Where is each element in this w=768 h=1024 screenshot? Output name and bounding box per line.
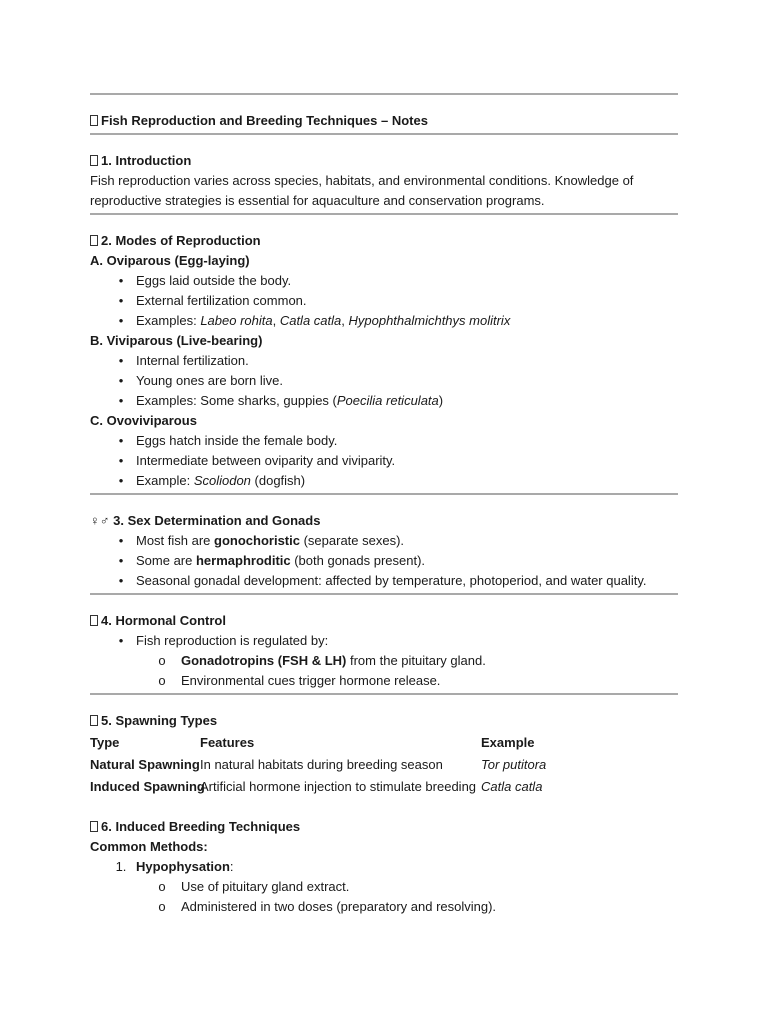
list-item: Eggs hatch inside the female body. [136,433,338,448]
table-header-type: Type [90,735,120,750]
bullet-glyph: • [118,473,124,488]
divider [90,693,678,695]
bold-term: Gonadotropins (FSH & LH) [181,653,347,668]
bullet-glyph: • [118,353,124,368]
table-cell-example: Tor putitora [481,757,547,772]
list-item: Seasonal gonadal development: affected by temperature, photoperiod, and water quality. [136,573,647,588]
species-name: Poecilia reticulata [336,393,439,408]
sub-list-item: Environmental cues trigger hormone release. [181,673,441,688]
bold-term: gonochoristic [214,533,300,548]
bullet-glyph: • [118,393,124,408]
species-name: Catla catla [279,313,342,328]
table-cell-type: Induced Spawning [90,779,205,794]
list-number: 1. [115,859,127,874]
subheading-oviparous: A. Oviparous (Egg-laying) [90,253,250,268]
list-item: Intermediate between oviparity and viviparity. [136,453,396,468]
section-heading-modes: 2. Modes of Reproduction [90,231,261,251]
bullet-glyph: • [118,633,124,648]
bullet-glyph: • [118,553,124,568]
list-item: Examples: Some sharks, guppies (Poecilia reticulata) [136,393,444,408]
subheading-common-methods: Common Methods: [90,839,208,854]
emoji-icon [90,715,98,726]
sub-list-item: Gonadotropins (FSH & LH) from the pituitary gland. [181,653,486,668]
table-cell-example: Catla catla [481,779,543,794]
divider [90,93,678,95]
section-heading-sex-determination: ♀♂ 3. Sex Determination and Gonads [90,513,321,528]
divider [90,493,678,495]
section-heading-spawning-types: 5. Spawning Types [90,711,217,731]
gender-symbols-icon: ♀♂ [90,513,110,528]
list-item: Young ones are born live. [136,373,283,388]
list-item: Most fish are gonochoristic (separate sexes). [136,533,405,548]
subheading-ovoviviparous: C. Ovoviviparous [90,413,197,428]
emoji-icon [90,115,98,126]
bullet-glyph: • [118,573,124,588]
bold-term: Hypophysation [136,859,230,874]
divider [90,133,678,135]
section-heading-induced-breeding: 6. Induced Breeding Techniques [90,817,300,837]
sub-bullet-glyph: o [158,899,166,914]
emoji-icon [90,821,98,832]
table-cell-features: In natural habitats during breeding season [200,757,443,772]
list-item: Hypophysation: [136,859,234,874]
section-heading-introduction: 1. Introduction [90,151,191,171]
bullet-glyph: • [118,373,124,388]
section-heading-hormonal-control: 4. Hormonal Control [90,611,226,631]
list-item: External fertilization common. [136,293,307,308]
list-item: Fish reproduction is regulated by: [136,633,329,648]
emoji-icon [90,615,98,626]
species-name: Scoliodon [193,473,251,488]
sub-bullet-glyph: o [158,879,166,894]
bullet-glyph: • [118,433,124,448]
sub-list-item: Administered in two doses (preparatory and resolving). [181,899,497,914]
introduction-paragraph: Fish reproduction varies across species, habitats, and environmental conditions. Knowledge of reproductive strategies is essential for aquaculture and conservation programs. [90,173,634,208]
bullet-glyph: • [118,453,124,468]
table-cell-features: Artificial hormone injection to stimulate breeding [200,779,477,794]
list-item: Internal fertilization. [136,353,249,368]
species-name: Hypophthalmichthys molitrix [348,313,511,328]
subheading-viviparous: B. Viviparous (Live-bearing) [90,333,263,348]
divider [90,593,678,595]
species-name: Labeo rohita [200,313,273,328]
emoji-icon [90,235,98,246]
bullet-glyph: • [118,273,124,288]
table-header-example: Example [481,735,535,750]
emoji-icon [90,155,98,166]
table-header-features: Features [200,735,255,750]
list-item: Some are hermaphroditic (both gonads present). [136,553,426,568]
bullet-glyph: • [118,293,124,308]
sub-bullet-glyph: o [158,653,166,668]
sub-bullet-glyph: o [158,673,166,688]
list-item: Example: Scoliodon (dogfish) [136,473,306,488]
list-item: Examples: Labeo rohita, Catla catla, Hypophthalmichthys molitrix [136,313,511,328]
document-title: Fish Reproduction and Breeding Techniques – Notes [90,111,428,131]
bullet-glyph: • [118,533,124,548]
bold-term: hermaphroditic [195,553,291,568]
bullet-glyph: • [118,313,124,328]
divider [90,213,678,215]
table-cell-type: Natural Spawning [90,757,200,772]
sub-list-item: Use of pituitary gland extract. [181,879,350,894]
list-item: Eggs laid outside the body. [136,273,292,288]
